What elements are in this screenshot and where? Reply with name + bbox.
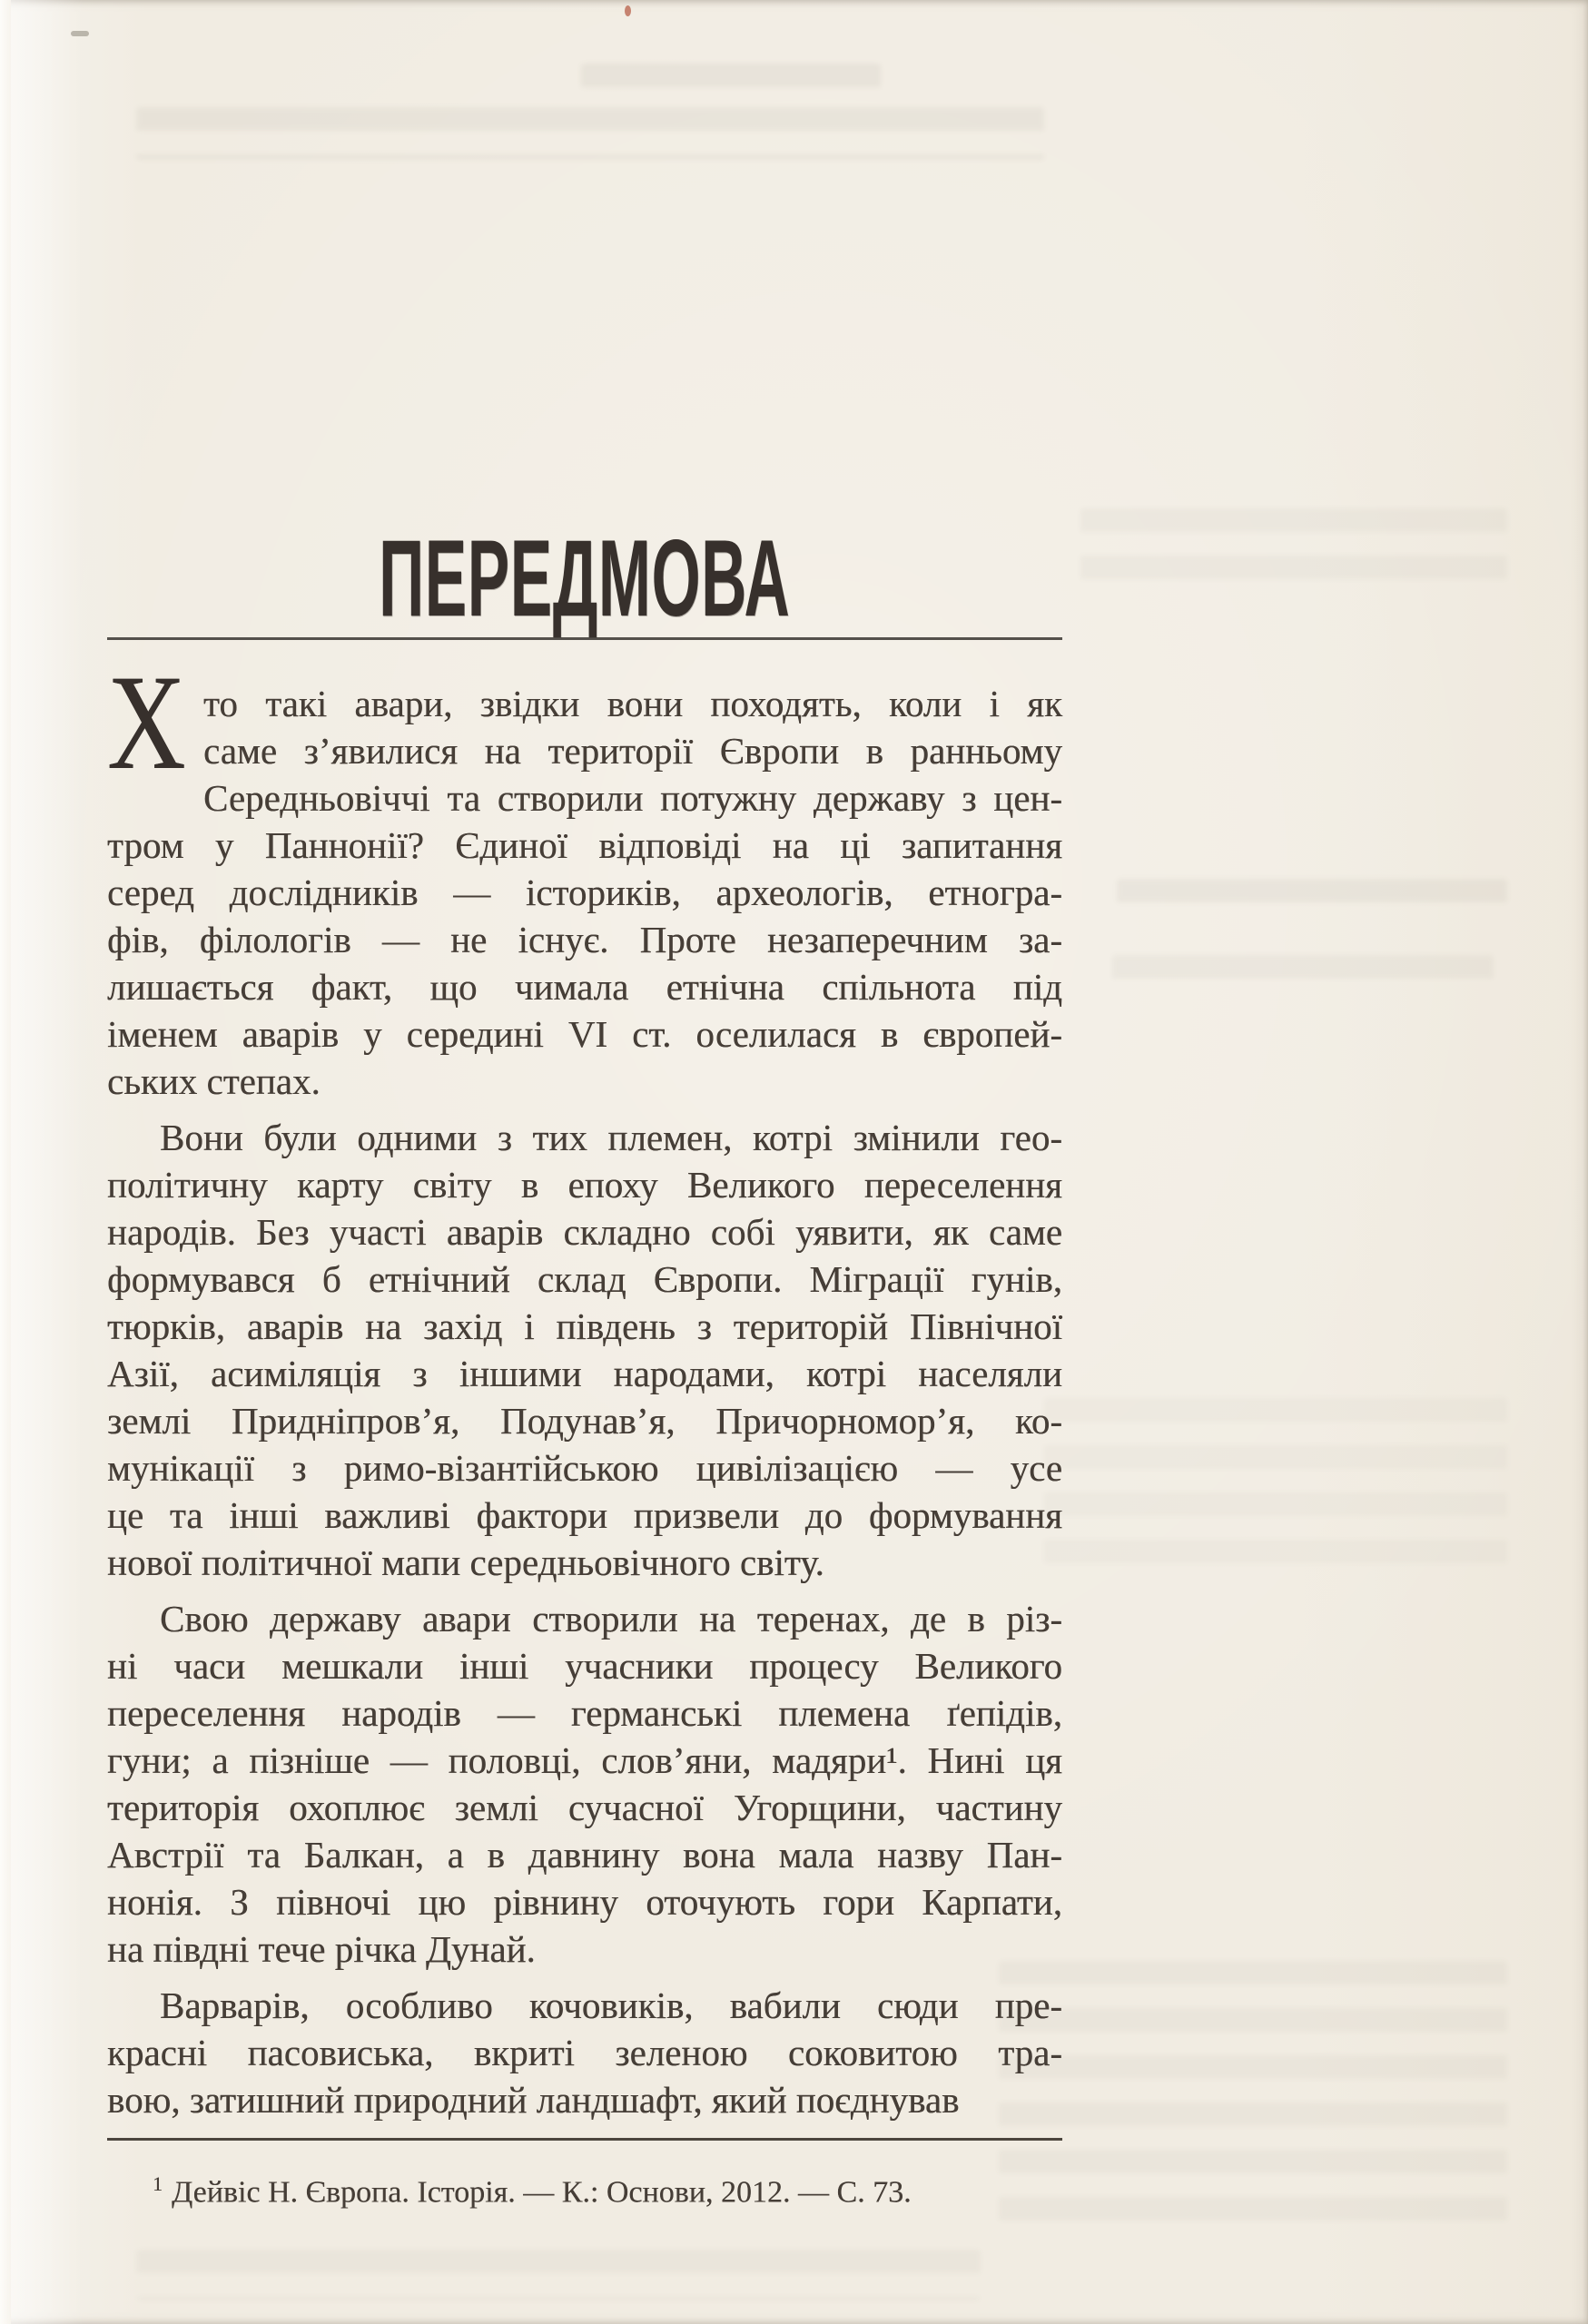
text-line: на півдні тече річка Дунай. [107,1928,536,1970]
drop-cap: Х [107,647,186,798]
paragraph [107,1982,1062,2123]
text-line: мунікації з римо-візантійською цивілізацією — усе [107,1447,1062,1489]
footnote-text: Дейвіс Н. Європа. Історія. — К.: Основи, 2012. — С. 73. [172,2175,912,2210]
body-text [107,647,1062,2123]
text-line: вою, затишний природний ландшафт, який поєднував [107,2079,960,2121]
text-line: народів. Без участі аварів складно собі уявити, як саме [107,1211,1062,1253]
text-line: формувався б етнічний склад Європи. Міграції гунів, [107,1258,1062,1300]
text-line: Азії, асиміляція з іншими народами, котрі населяли [107,1353,1062,1394]
footnote [107,2164,1062,2212]
text-line: нової політичної мапи середньовічного світу. [107,1541,824,1583]
paragraph [107,1595,1062,1973]
text-line: землі Придніпров’я, Подунав’я, Причорномор’я, ко- [107,1400,1062,1442]
bleed-through-text [1112,955,1494,988]
page-curve-light [11,0,84,2324]
text-line: Австрії та Балкан, а в давнину вона мала назву Пан- [107,1834,1062,1876]
chapter-title: ПЕРЕДМОВА [379,517,791,639]
text-line: Свою державу авари створили на теренах, де в різ- [160,1598,1062,1640]
text-line: красні пасовиська, вкриті зеленою соковитою тра- [107,2032,1062,2073]
text-line: ні часи мешкали інші учасники процесу Великого [107,1645,1062,1687]
text-line: саме з’явилися на території Європи в ранньому [203,730,1062,772]
text-line: Середньовіччі та створили потужну державу з цен- [203,777,1062,819]
bleed-through-text [136,2250,981,2300]
text-line: це та інші важливі фактори призвели до формування [107,1494,1062,1536]
text-column [107,517,1062,2212]
text-line: Варварів, особливо кочовиків, вабили сюди пре- [160,1984,1062,2026]
text-line: тром у Паннонії? Єдиної відповіді на ці запитання [107,824,1062,866]
paragraph [107,1114,1062,1586]
bleed-through-text [1117,879,1507,915]
text-line: гуни; а пізніше — половці, слов’яни, мадяри¹. Нині ця [107,1739,1062,1781]
text-line: фів, філологів — не існує. Проте незаперечним за- [107,919,1062,960]
text-line: то такі авари, звідки вони походять, коли і як [203,683,1062,724]
text-line: переселення народів — германські племена ґепідів, [107,1692,1062,1734]
footnote-separator [107,2138,1062,2141]
paper-speck [625,5,631,16]
bleed-through-text [1044,1398,1507,1580]
bleed-through-text [581,64,881,100]
text-line: ських степах. [107,1060,321,1102]
bleed-through-text [999,1961,1507,2233]
page-edge-highlight [0,0,11,2324]
text-line: територія охоплює землі сучасної Угорщини, частину [107,1787,1062,1828]
text-line: політичну карту світу в епоху Великого переселення [107,1164,1062,1206]
text-line: іменем аварів у середині VI ст. оселилася в європей- [107,1013,1062,1055]
bleed-through-text [1080,508,1507,592]
footnote-marker: 1 [153,2172,163,2195]
text-line: Вони були одними з тих племен, котрі змінили гео- [160,1117,1062,1158]
bleed-through-text [136,107,1044,160]
paper-speck [71,31,89,36]
paragraph [107,647,1062,1105]
text-line: лишається факт, що чимала етнічна спільнота під [107,966,1062,1008]
text-line: нонія. З півночі цю рівнину оточують гори Карпати, [107,1881,1062,1923]
text-line: серед дослідників — істориків, археологів, етногра- [107,872,1062,913]
text-line: тюрків, аварів на захід і південь з територій Північної [107,1305,1062,1347]
